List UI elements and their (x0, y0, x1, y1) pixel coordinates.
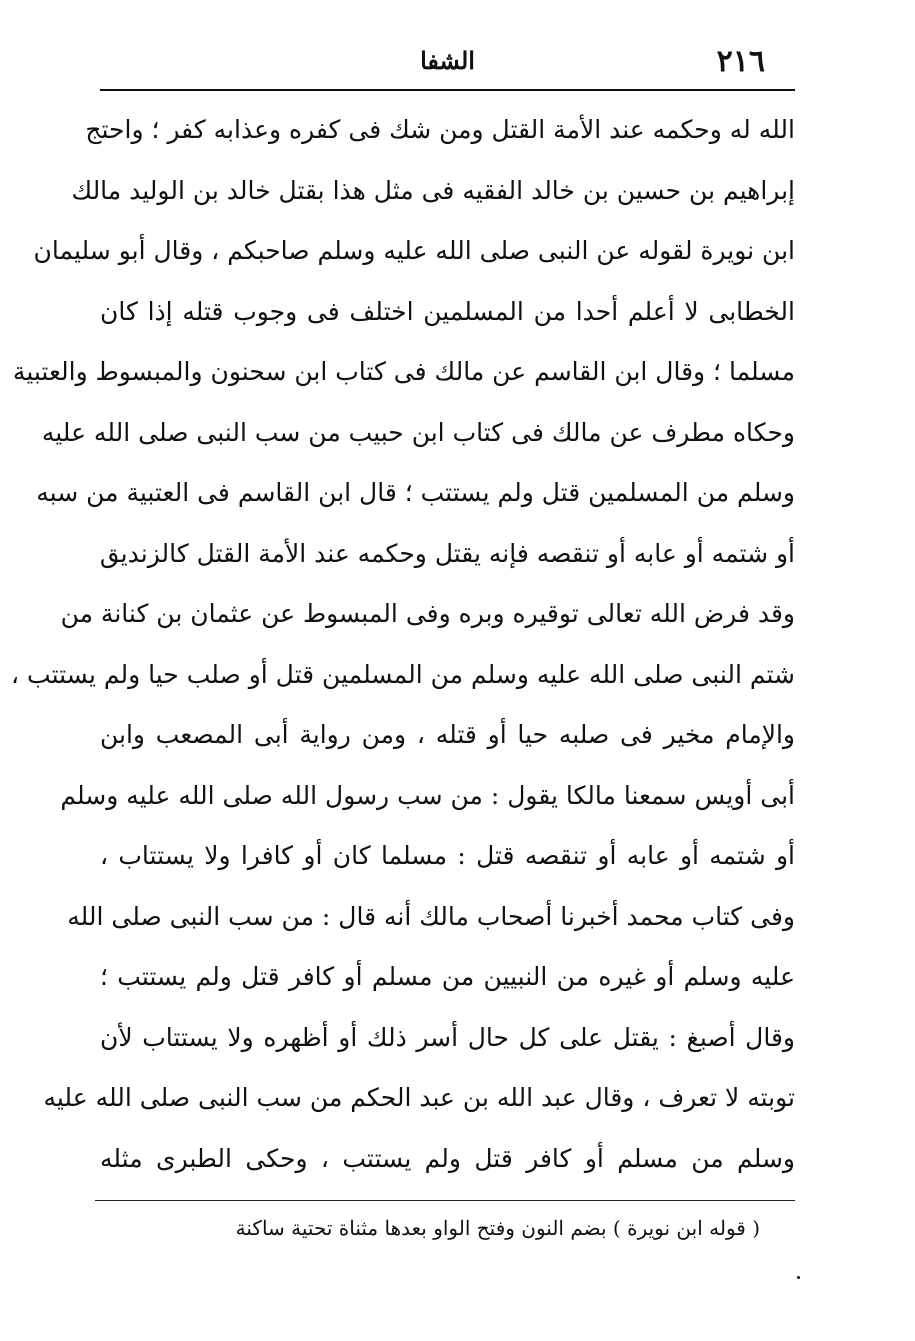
text-line: والإمام مخير فى صلبه حيا أو قتله ، ومن رواية أبى المصعب وابن (100, 720, 795, 749)
text-line: إبراهيم بن حسين بن خالد الفقيه فى مثل هذا بقتل خالد بن الوليد مالك (71, 175, 795, 205)
text-line: وفى كتاب محمد أخبرنا أصحاب مالك أنه قال : من سب النبى صلى الله (67, 901, 795, 931)
print-speck (797, 1276, 800, 1279)
text-line: الخطابى لا أعلم أحدا من المسلمين اختلف فى وجوب قتله إذا كان (100, 296, 795, 326)
text-line: وقال أصبغ : يقتل على كل حال أسر ذلك أو أظهره ولا يستتاب لأن (100, 1022, 795, 1052)
footnote-rule (95, 1200, 795, 1201)
running-title: الشفا (420, 46, 475, 75)
text-line: أو شتمه أو عابه أو تنقصه قتل : مسلما كان أو كافرا ولا يستتاب ، (100, 841, 795, 870)
body-text (11, 100, 795, 1189)
page-header (100, 40, 795, 84)
text-line: وقد فرض الله تعالى توقيره وبره وفى المبسوط عن عثمان بن كنانة من (60, 599, 795, 628)
page-number: ٢١٦ (716, 44, 765, 79)
text-line: عليه وسلم أو غيره من النبيين من مسلم أو كافر قتل ولم يستتب ؛ (100, 962, 795, 991)
header-rule (100, 89, 795, 91)
text-line: ابن نويرة لقوله عن النبى صلى الله عليه وسلم صاحبكم ، وقال أبو سليمان (33, 236, 795, 265)
text-line: وسلم من مسلم أو كافر قتل ولم يستتب ، وحكى الطبرى مثله (100, 1143, 795, 1173)
text-line: أو شتمه أو عابه أو تنقصه فإنه يقتل وحكمه عند الأمة القتل كالزنديق (99, 538, 795, 568)
text-line: مسلما ؛ وقال ابن القاسم عن مالك فى كتاب ابن سحنون والمبسوط والعتبية (12, 357, 795, 386)
text-line: شتم النبى صلى الله عليه وسلم من المسلمين قتل أو صلب حيا ولم يستتب ، (11, 659, 795, 689)
text-line: وسلم من المسلمين قتل ولم يستتب ؛ قال ابن القاسم فى العتبية من سبه (36, 478, 795, 507)
footnote: ( قوله ابن نويرة ) بضم النون وفتح الواو بعدها مثناة تحتية ساكنة (235, 1216, 760, 1240)
text-line: وحكاه مطرف عن مالك فى كتاب ابن حبيب من سب النبى صلى الله عليه (41, 417, 795, 447)
text-line: توبته لا تعرف ، وقال عبد الله بن عبد الحكم من سب النبى صلى الله عليه (43, 1083, 795, 1112)
text-line: الله له وحكمه عند الأمة القتل ومن شك فى كفره وعذابه كفر ؛ واحتج (85, 115, 795, 144)
text-line: أبى أويس سمعنا مالكا يقول : من سب رسول الله صلى الله عليه وسلم (60, 780, 795, 810)
